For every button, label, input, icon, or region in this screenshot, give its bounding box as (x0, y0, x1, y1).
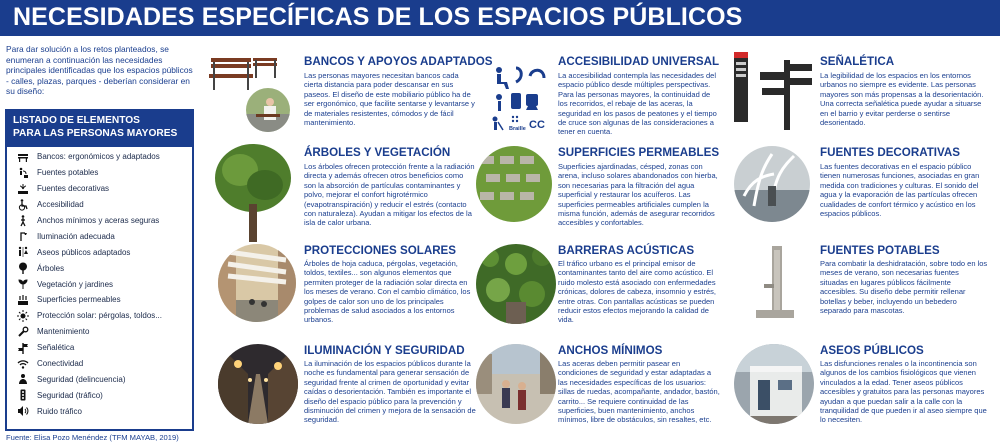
card-text: Las personas mayores necesitan bancos cada cierta distancia para poder descansar en sus paseos. El diseño de este mobiliario público ha de ser ergonómico, que facilite sentarse y levantarse y de materiales resistentes, cómodos y de fácil mantenimiento. (304, 71, 475, 128)
legend-item-label: Seguridad (delincuencia) (37, 374, 126, 384)
card-text: La accesibilidad contempla las necesidades del espacio público desde múltiples perspectivas. Para las personas mayores, la continuidad de los recorridos, el rebaje de las aceras, la seguridad en los pasos de peatones y el tiempo de cruce son algunas de las consideraciones a tener en cuenta. (558, 71, 717, 137)
signpost-icon (15, 342, 30, 354)
decorative-fountain-icon (15, 183, 30, 195)
card-title: PROTECCIONES SOLARES (304, 244, 457, 257)
closed-caption-label: CC (529, 119, 545, 131)
legend-item-label: Mantenimiento (37, 327, 90, 337)
wrench-icon (15, 326, 30, 338)
card-title: ACCESIBILIDAD UNIVERSAL (558, 55, 720, 68)
legend-item-label: Superficies permeables (37, 295, 121, 305)
legend-box (5, 109, 194, 431)
permeable-surface-photo (476, 146, 552, 222)
legend-item-label: Seguridad (tráfico) (37, 390, 103, 400)
card-text: La iluminación de los espacios públicos durante la noche es fundamental para generar sensación de seguridad frente al crimen de oportunidad y evitar caídas o desorientación. También es importante el diseño del espacio público para la prevención y disminución del crimen y mejora de la sensación de seguridad. (304, 359, 476, 425)
sidewalk-people-photo (476, 344, 556, 424)
card-text: Árboles de hoja caduca, pérgolas, vegetación, toldos, textiles... son algunos elementos que permiten proteger de la radiación solar directa en los meses de verano. Con el cambio climático, los golpes de calor son uno de los principales problemas de salud asociados a los entornos urbanos. (304, 259, 471, 325)
card-title: SEÑALÉTICA (820, 55, 895, 68)
restroom-icon (15, 246, 30, 258)
legend-item-label: Iluminación adecuada (37, 231, 115, 241)
bench-icon (15, 151, 30, 163)
legend-item (15, 260, 192, 276)
legend-item-label: Señalética (37, 343, 75, 353)
legend-item-label: Protección solar: pérgolas, toldos... (37, 311, 162, 321)
card-title: ASEOS PÚBLICOS (820, 344, 924, 357)
security-icon (15, 373, 30, 385)
braille-label: Braille (509, 126, 526, 132)
legend-item-label: Conectividad (37, 359, 84, 369)
legend-item-label: Fuentes decorativas (37, 184, 110, 194)
legend-item-label: Anchos mínimos y aceras seguras (37, 216, 160, 225)
legend-item-label: Aseos públicos adaptados (37, 247, 131, 257)
legend-item-label: Ruido tráfico (37, 406, 82, 416)
legend-item (15, 244, 192, 260)
legend-heading (7, 111, 192, 147)
drinking-fountain-icon (15, 167, 30, 179)
card-title: FUENTES DECORATIVAS (820, 146, 960, 159)
legend-item (15, 181, 192, 197)
legend-item (15, 371, 192, 387)
legend-list (7, 147, 192, 419)
legend-item (15, 197, 192, 213)
card-text: Las disfunciones renales o la incontinencia son algunos de los cambios fisiológicos que vienen vinculados a la edad. Tener aseos públicos accesibles y gratuitos para las personas mayores ayudan a que puedan salir a la calle con la tranquilidad de que pueden ir al aseo siempre que lo necesiten. (820, 359, 987, 425)
page-title: NECESIDADES ESPECÍFICAS DE LOS ESPACIOS PÚBLICOS (13, 3, 743, 31)
tree-photo (210, 140, 296, 244)
card-text: Superficies ajardinadas, césped, zonas con arena, incluso solares abandonados con hierba, son necesarias para la filtración del agua superficial y restaurar los acuíferos. Las superficies permeables artificiales cumplen la misma función, además de asegurar recorridos accesibles y confortables. (558, 162, 718, 228)
legend-item-label: Árboles (37, 263, 65, 273)
plant-icon (15, 278, 30, 290)
legend-item (15, 213, 192, 229)
traffic-light-icon (15, 389, 30, 401)
lamp-icon (15, 230, 30, 242)
legend-item-label: Vegetación y jardines (37, 279, 114, 289)
card-title: BARRERAS ACÚSTICAS (558, 244, 695, 257)
legend-heading-line2: PARA LAS PERSONAS MAYORES (13, 128, 178, 139)
legend-item (15, 340, 192, 356)
legend-item (15, 403, 192, 419)
legend-item (15, 292, 192, 308)
card-text: La legibilidad de los espacios en los entornos urbanos no siempre es evidente. Las personas mayores son más propensas a la desorientación. Una correcta señalética puede ayudar a situarse en el barrio y evitar perderse o sentirse desorientado. (820, 71, 984, 128)
header-banner (0, 0, 1000, 36)
legend-item (15, 276, 192, 292)
elderly-on-bench-photo (246, 88, 290, 132)
card-text: Las fuentes decorativas en el espacio público tienen numerosas funciones, asociadas en gran medida con tradiciones y culturas. El sonido del agua y la evaporación de las partículas ofrecen cualidades de confort térmico y acústico en los espacios públicos. (820, 162, 980, 219)
night-street-photo (218, 344, 298, 424)
legend-item (15, 308, 192, 324)
legend-item (15, 324, 192, 340)
tree-icon (15, 262, 30, 274)
legend-item-label: Bancos: ergonómicos y adaptados (37, 152, 160, 162)
card-text: Los árboles ofrecen protección frente a la radiación directa y además ofrecen otros beneficios como son la absorción de partículas contaminantes y polvo, mejorar el confort higrotérmico (evapotranspiración) y reducir el estrés (contacto con naturaleza). Ayudan a mitigar los efectos de la isla de calor urbana. (304, 162, 475, 228)
card-text: Para combatir la deshidratación, sobre todo en los meses de verano, son necesarias fuentes situadas en lugares públicos fácilmente accesibles. Su diseño debe permitir rellenar botellas y beber, incluyendo un bebedero separado para mascotas. (820, 259, 988, 316)
legend-heading-line1: LISTADO DE ELEMENTOS (13, 115, 140, 126)
legend-item (15, 387, 192, 403)
sun-icon (15, 310, 30, 322)
card-text: El tráfico urbano es el principal emisor de contaminantes tanto del aire como acústico. El ruido molesto está asociado con enfermedades crónicas, dolores de cabeza, insomnio y estrés, entre otras. Con pantallas acústicas se pueden reducir estos efectos mejorando la calidad de vida. (558, 259, 716, 325)
noise-icon (15, 405, 30, 417)
source-note: Fuente: Elisa Pozo Menéndez (TFM MAYAB, 2019) (6, 433, 179, 442)
card-title: ANCHOS MÍNIMOS (558, 344, 663, 357)
card-title: ÁRBOLES Y VEGETACIÓN (304, 146, 451, 159)
intro-text: Para dar solución a los retos planteados, se enumeran a continuación las necesidades principales identificadas que los espacios públicos - calles, plazas, parques - deberían considerar en su diseño: (6, 44, 193, 97)
card-text: Las aceras deben permitir pasear en condiciones de seguridad y estar adaptadas a las necesidades específicas de los usuarios: sillas de ruedas, acompañante, andador, bastón, carrito... Se requiere continuidad de las superficies, buen mantenimiento, anchos mínimos, libre de obstáculos, sin resaltes, etc. (558, 359, 720, 425)
accessibility-symbols (488, 62, 554, 132)
legend-item (15, 149, 192, 165)
public-toilet-photo (734, 344, 814, 424)
card-title: ILUMINACIÓN Y SEGURIDAD (304, 344, 465, 357)
card-title: BANCOS Y APOYOS ADAPTADOS (304, 55, 493, 68)
legend-item (15, 356, 192, 372)
wifi-icon (15, 358, 30, 370)
card-title: SUPERFICIES PERMEABLES (558, 146, 720, 159)
green-wall-photo (476, 244, 556, 324)
card-title: FUENTES POTABLES (820, 244, 940, 257)
sun-awning-street-photo (218, 244, 296, 322)
decorative-fountain-photo (734, 146, 810, 222)
legend-item (15, 228, 192, 244)
signage-photo (730, 50, 814, 132)
legend-item (15, 165, 192, 181)
drinking-fountain-photo (750, 244, 800, 324)
permeable-surface-icon (15, 294, 30, 306)
legend-item-label: Fuentes potables (37, 168, 99, 178)
wheelchair-icon (15, 199, 30, 211)
pedestrian-icon (15, 215, 30, 227)
legend-item-label: Accesibilidad (37, 200, 84, 210)
